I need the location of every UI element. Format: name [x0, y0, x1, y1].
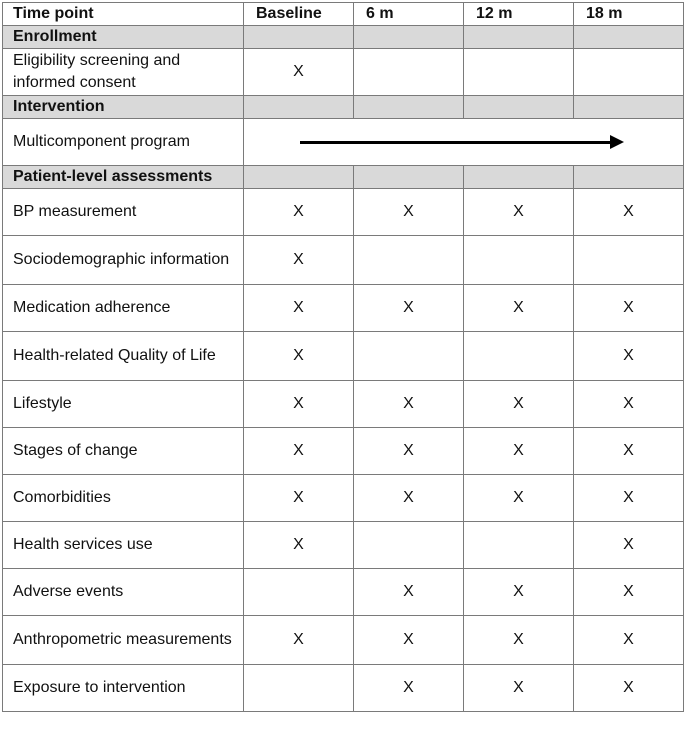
table-row — [3, 475, 684, 522]
mark-cell — [354, 49, 464, 96]
mark-cell: X — [354, 285, 464, 332]
mark-cell — [354, 236, 464, 285]
table-row — [3, 189, 684, 236]
mark-cell: X — [574, 332, 684, 381]
mark-cell: X — [354, 189, 464, 236]
table-row — [3, 49, 684, 96]
table-row — [3, 428, 684, 475]
table-row — [3, 285, 684, 332]
assessment-rows — [3, 189, 684, 712]
header-row — [3, 3, 684, 26]
mark-cell — [464, 332, 574, 381]
mark-cell — [464, 49, 574, 96]
header-6m: 6 m — [354, 3, 464, 26]
mark-cell: X — [574, 381, 684, 428]
mark-cell: X — [464, 616, 574, 665]
mark-cell: X — [244, 236, 354, 285]
mark-cell: X — [574, 616, 684, 665]
section-intervention — [3, 96, 684, 119]
table-row — [3, 332, 684, 381]
mark-cell: X — [464, 475, 574, 522]
mark-cell: X — [574, 428, 684, 475]
mark-cell: X — [464, 189, 574, 236]
row-label: Anthropometric measurements — [3, 616, 244, 665]
mark-cell: X — [574, 522, 684, 569]
mark-cell — [244, 665, 354, 712]
mark-cell: X — [244, 189, 354, 236]
mark-cell: X — [354, 475, 464, 522]
row-label: Medication adherence — [3, 285, 244, 332]
row-label: Health services use — [3, 522, 244, 569]
mark-cell — [464, 236, 574, 285]
mark-cell: X — [574, 285, 684, 332]
row-label: Exposure to intervention — [3, 665, 244, 712]
row-label: Sociodemographic information — [3, 236, 244, 285]
mark-cell: X — [244, 332, 354, 381]
mark-cell: X — [244, 428, 354, 475]
row-label: Health-related Quality of Life — [3, 332, 244, 381]
mark-cell — [574, 236, 684, 285]
mark-cell: X — [354, 569, 464, 616]
mark-cell: X — [574, 569, 684, 616]
header-18m: 18 m — [574, 3, 684, 26]
header-12m: 12 m — [464, 3, 574, 26]
row-label: Comorbidities — [3, 475, 244, 522]
mark-cell: X — [244, 285, 354, 332]
mark-cell: X — [244, 381, 354, 428]
row-label: Lifestyle — [3, 381, 244, 428]
mark-cell: X — [244, 522, 354, 569]
section-label: Enrollment — [3, 26, 244, 49]
mark-cell — [574, 49, 684, 96]
table-row — [3, 616, 684, 665]
mark-cell: X — [354, 665, 464, 712]
section-label: Patient-level assessments — [3, 166, 244, 189]
intervention-span — [244, 119, 684, 166]
mark-cell: X — [464, 428, 574, 475]
table-row — [3, 665, 684, 712]
table-row — [3, 381, 684, 428]
mark-cell: X — [464, 285, 574, 332]
mark-cell: X — [244, 616, 354, 665]
mark-cell: X — [354, 381, 464, 428]
mark-cell: X — [354, 428, 464, 475]
arrow-head-icon — [610, 135, 624, 149]
mark-cell: X — [464, 381, 574, 428]
table-row — [3, 569, 684, 616]
table-row — [3, 236, 684, 285]
mark-cell — [244, 569, 354, 616]
mark-cell: X — [244, 475, 354, 522]
section-enrollment — [3, 26, 684, 49]
table-row — [3, 522, 684, 569]
mark-cell: X — [574, 189, 684, 236]
mark-cell: X — [244, 49, 354, 96]
row-label: Stages of change — [3, 428, 244, 475]
row-label: Eligibility screening and informed consent — [3, 49, 244, 96]
header-baseline: Baseline — [244, 3, 354, 26]
arrow-icon — [300, 141, 612, 144]
row-label: Multicomponent program — [3, 119, 244, 166]
mark-cell — [354, 522, 464, 569]
mark-cell — [354, 332, 464, 381]
header-time-point: Time point — [3, 3, 244, 26]
mark-cell: X — [574, 665, 684, 712]
table-row — [3, 119, 684, 166]
row-label: BP measurement — [3, 189, 244, 236]
mark-cell: X — [354, 616, 464, 665]
schedule-table — [2, 2, 684, 712]
section-label: Intervention — [3, 96, 244, 119]
row-label: Adverse events — [3, 569, 244, 616]
mark-cell — [464, 522, 574, 569]
section-patient-level — [3, 166, 684, 189]
mark-cell: X — [574, 475, 684, 522]
mark-cell: X — [464, 665, 574, 712]
mark-cell: X — [464, 569, 574, 616]
